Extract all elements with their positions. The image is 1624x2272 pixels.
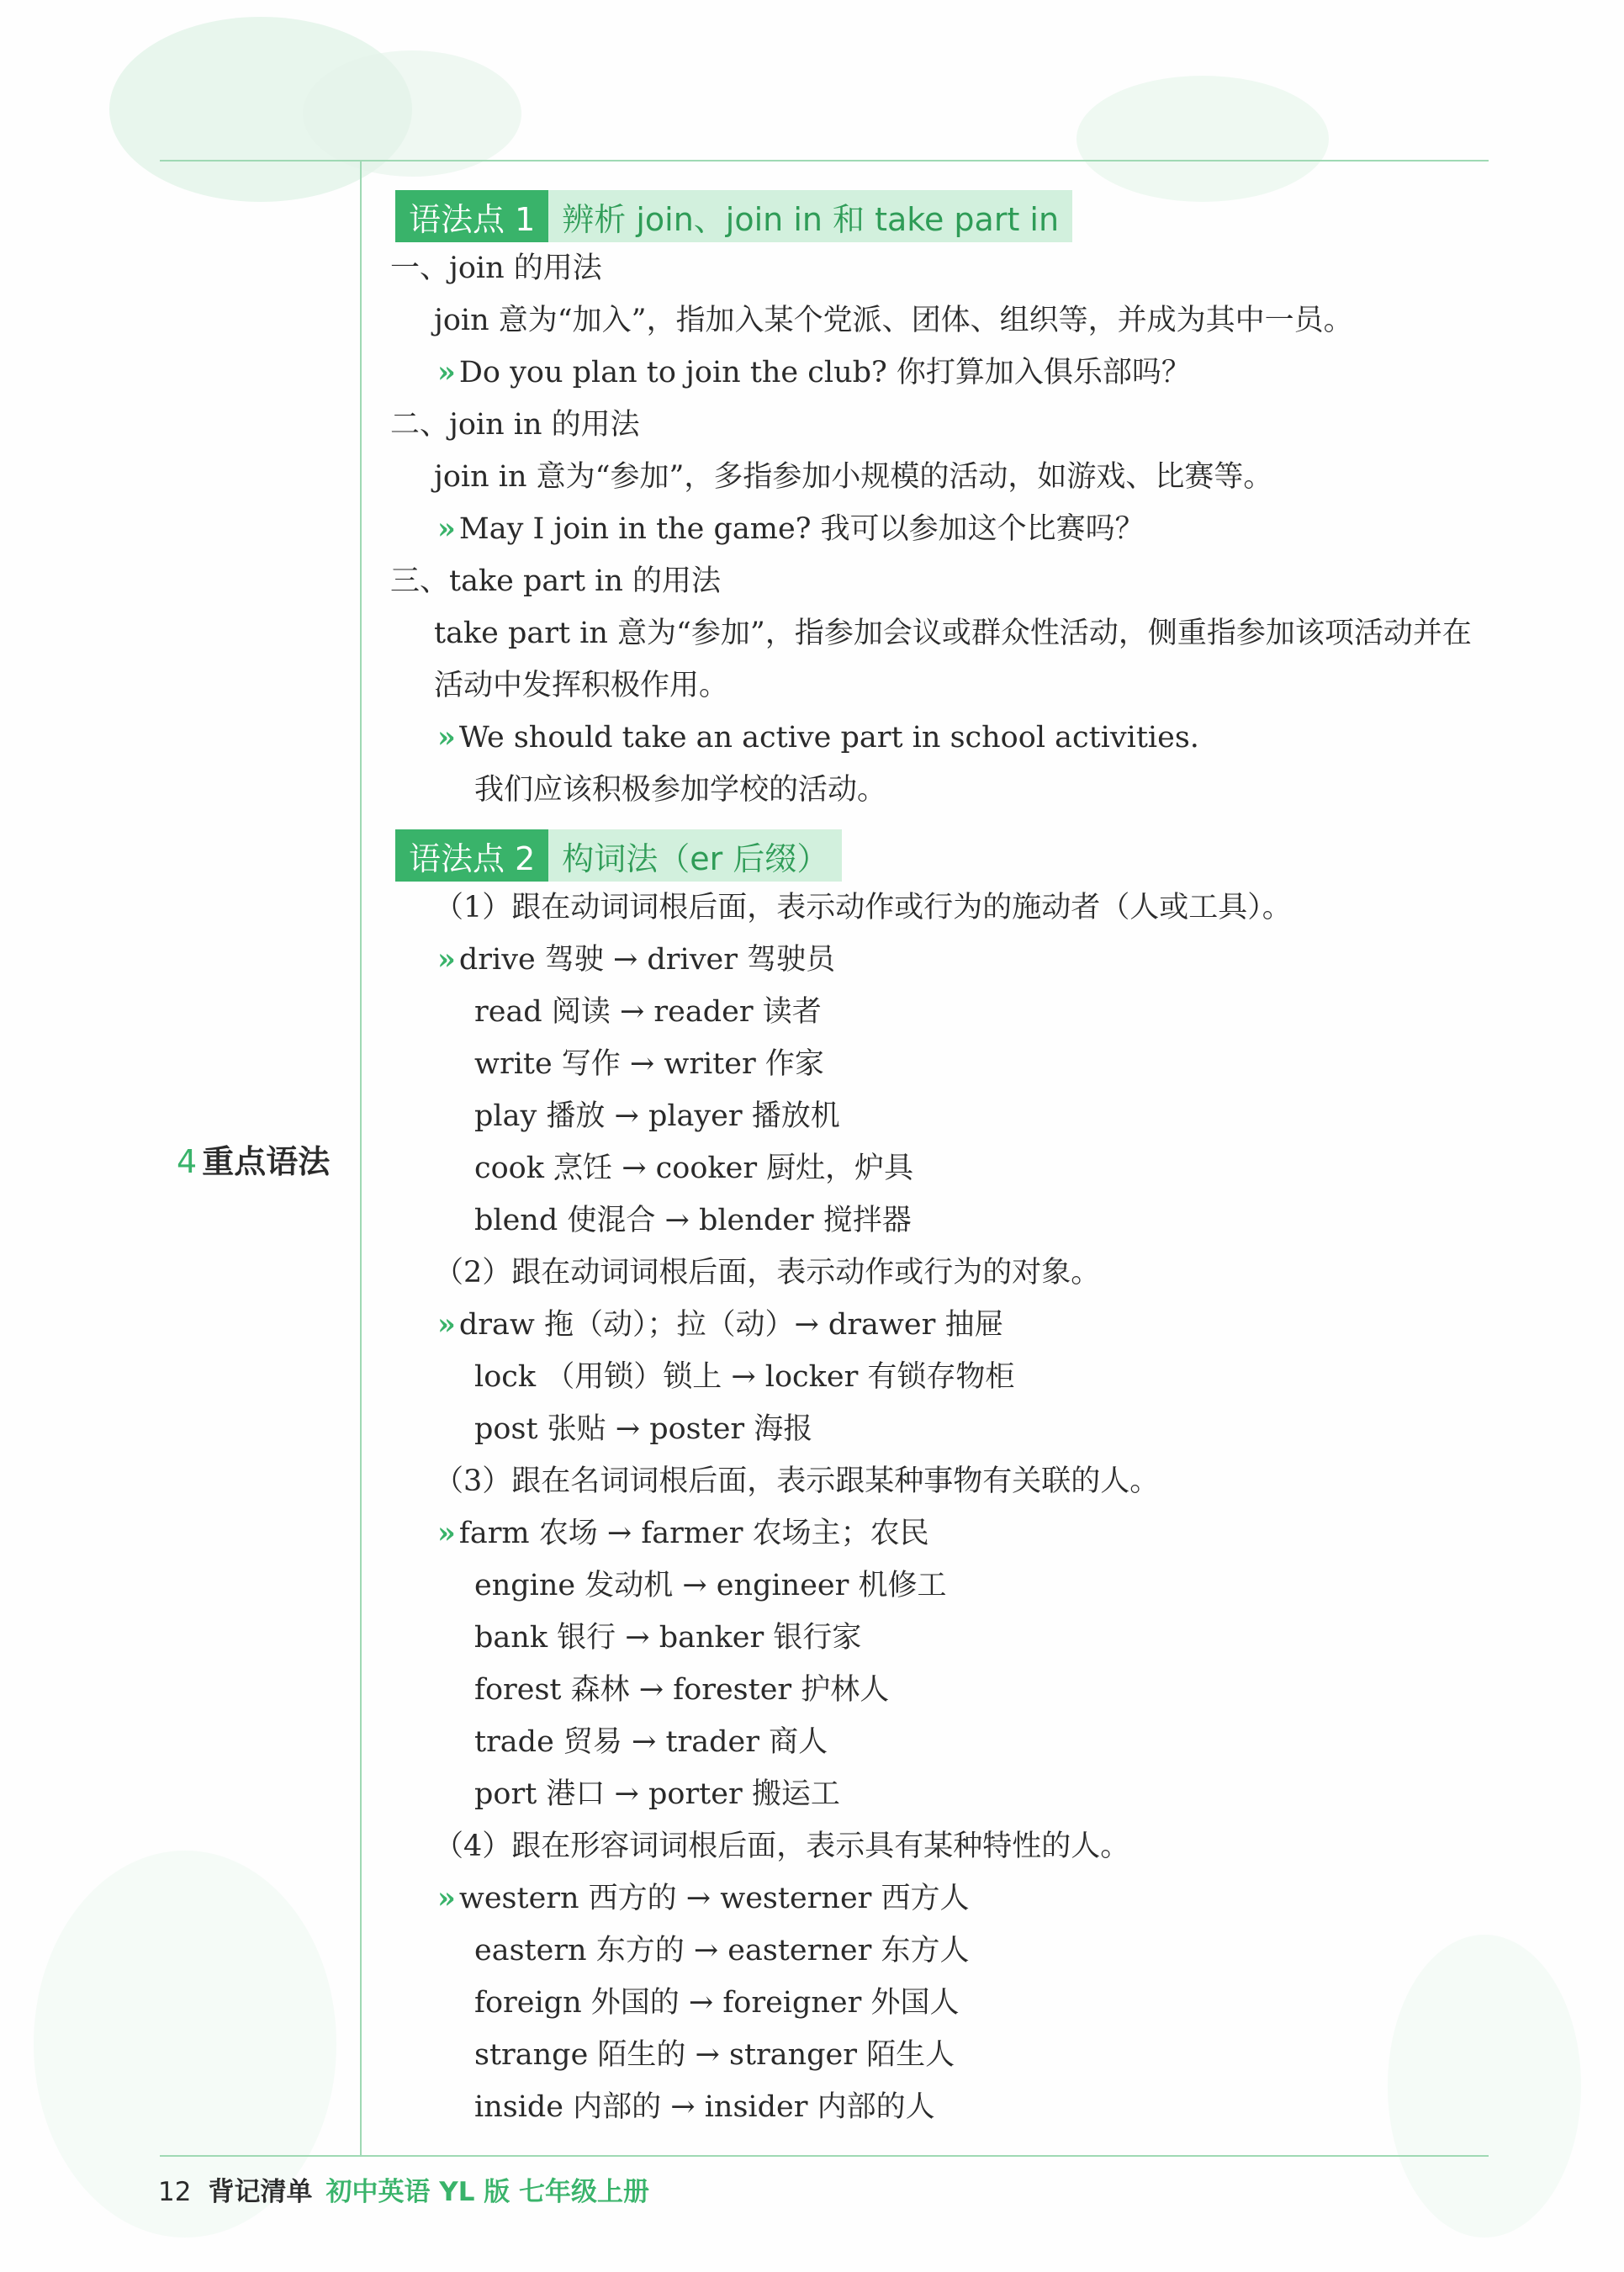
text-line (390, 399, 1484, 451)
line-text: drive 驾驶 → driver 驾驶员 (458, 943, 836, 977)
double-arrow-icon: » (437, 1307, 456, 1342)
text-line (390, 2029, 1484, 2081)
book-subject: 初中英语 YL 版 七年级上册 (325, 2177, 650, 2207)
line-text: eastern 东方的 → easterner 东方人 (474, 1934, 970, 1967)
text-line (390, 555, 1484, 607)
grammar-point-1-header (395, 190, 1484, 242)
line-text: 活动中发挥积极作用。 (434, 669, 729, 702)
grammar-point-1-body (390, 242, 1484, 816)
line-text: lock （用锁）锁上 → locker 有锁存物柜 (474, 1360, 1015, 1394)
line-text: forest 森林 → forester 护林人 (474, 1673, 890, 1707)
text-line (390, 607, 1484, 659)
grammar-point-2-header (395, 829, 1484, 882)
text-line (390, 1247, 1484, 1299)
line-text: 三、take part in 的用法 (390, 564, 722, 598)
text-line (390, 1820, 1484, 1872)
line-text: （2）跟在动词词根后面，表示动作或行为的对象。 (434, 1256, 1101, 1290)
line-text: Do you plan to join the club? 你打算加入俱乐部吗？ (458, 356, 1191, 389)
line-text: We should take an active part in school activities. (458, 721, 1199, 755)
text-line (390, 986, 1484, 1038)
example-line (390, 934, 1484, 986)
bottom-rule (160, 2155, 1489, 2157)
double-arrow-icon: » (437, 1516, 456, 1550)
double-arrow-icon: » (437, 720, 456, 755)
grammar-point-2-body (390, 882, 1484, 2133)
text-line (390, 451, 1484, 503)
example-line (390, 1299, 1484, 1351)
line-text: draw 拖（动）；拉（动）→ drawer 抽屉 (458, 1308, 1004, 1342)
text-line (390, 1455, 1484, 1507)
example-line (390, 1872, 1484, 1925)
grammar-point-2-title: 构词法（er 后缀） (548, 829, 842, 882)
book-title: 背记清单 (208, 2177, 313, 2207)
decor-cloud (1076, 76, 1329, 202)
column-divider (360, 162, 362, 2155)
text-line (390, 1664, 1484, 1716)
text-line (390, 764, 1484, 816)
section-title: 重点语法 (202, 1143, 331, 1180)
top-rule (160, 160, 1489, 162)
double-arrow-icon: » (437, 511, 456, 546)
text-line (390, 2081, 1484, 2133)
page-number: 12 (158, 2177, 192, 2207)
line-text: strange 陌生的 → stranger 陌生人 (474, 2038, 955, 2072)
line-text: blend 使混合 → blender 搅拌器 (474, 1204, 912, 1237)
text-line (390, 294, 1484, 347)
line-text: inside 内部的 → insider 内部的人 (474, 2090, 935, 2124)
text-line (390, 1038, 1484, 1090)
text-line (390, 659, 1484, 712)
text-line (390, 1560, 1484, 1612)
line-text: post 张贴 → poster 海报 (474, 1412, 813, 1446)
text-line (390, 1351, 1484, 1403)
text-line (390, 242, 1484, 294)
grammar-point-1-title: 辨析 join、join in 和 take part in (548, 190, 1072, 242)
text-line (390, 1768, 1484, 1820)
section-label (177, 1136, 330, 1182)
line-text: farm 农场 → farmer 农场主；农民 (458, 1517, 929, 1550)
line-text: 一、join 的用法 (390, 252, 602, 285)
double-arrow-icon: » (437, 355, 456, 389)
line-text: play 播放 → player 播放机 (474, 1099, 840, 1133)
example-line (390, 347, 1484, 399)
example-line (390, 1507, 1484, 1560)
line-text: 我们应该积极参加学校的活动。 (474, 773, 887, 807)
double-arrow-icon: » (437, 942, 456, 977)
section-number: 4 (177, 1143, 198, 1180)
line-text: foreign 外国的 → foreigner 外国人 (474, 1986, 960, 2020)
example-line (390, 503, 1484, 555)
decor-cloud (303, 50, 521, 177)
text-line (390, 1612, 1484, 1664)
line-text: 二、join in 的用法 (390, 408, 640, 442)
line-text: port 港口 → porter 搬运工 (474, 1777, 840, 1811)
line-text: join in 意为“参加”，多指参加小规模的活动，如游戏、比赛等。 (434, 460, 1273, 494)
text-line (390, 1403, 1484, 1455)
text-line (390, 1194, 1484, 1247)
text-line (390, 1142, 1484, 1194)
line-text: （3）跟在名词词根后面，表示跟某种事物有关联的人。 (434, 1464, 1160, 1498)
line-text: western 西方的 → westerner 西方人 (458, 1882, 970, 1915)
text-line (390, 1716, 1484, 1768)
text-line (390, 1090, 1484, 1142)
line-text: （1）跟在动词词根后面，表示动作或行为的施动者（人或工具）。 (434, 891, 1292, 924)
double-arrow-icon: » (437, 1881, 456, 1915)
main-content (390, 190, 1484, 2133)
example-line (390, 712, 1484, 764)
text-line (390, 1925, 1484, 1977)
line-text: take part in 意为“参加”，指参加会议或群众性活动，侧重指参加该项活动并在 (434, 617, 1472, 650)
line-text: trade 贸易 → trader 商人 (474, 1725, 828, 1759)
line-text: engine 发动机 → engineer 机修工 (474, 1569, 947, 1602)
grammar-point-2-tag: 语法点 2 (395, 829, 548, 882)
line-text: write 写作 → writer 作家 (474, 1047, 824, 1081)
line-text: （4）跟在形容词词根后面，表示具有某种特性的人。 (434, 1830, 1130, 1863)
line-text: bank 银行 → banker 银行家 (474, 1621, 862, 1655)
text-line (390, 882, 1484, 934)
line-text: May I join in the game? 我可以参加这个比赛吗？ (458, 512, 1145, 546)
line-text: read 阅读 → reader 读者 (474, 995, 822, 1029)
line-text: join 意为“加入”，指加入某个党派、团体、组织等，并成为其中一员。 (434, 304, 1353, 337)
page-footer (158, 2170, 649, 2208)
line-text: cook 烹饪 → cooker 厨灶，炉具 (474, 1152, 914, 1185)
grammar-point-1-tag: 语法点 1 (395, 190, 548, 242)
text-line (390, 1977, 1484, 2029)
